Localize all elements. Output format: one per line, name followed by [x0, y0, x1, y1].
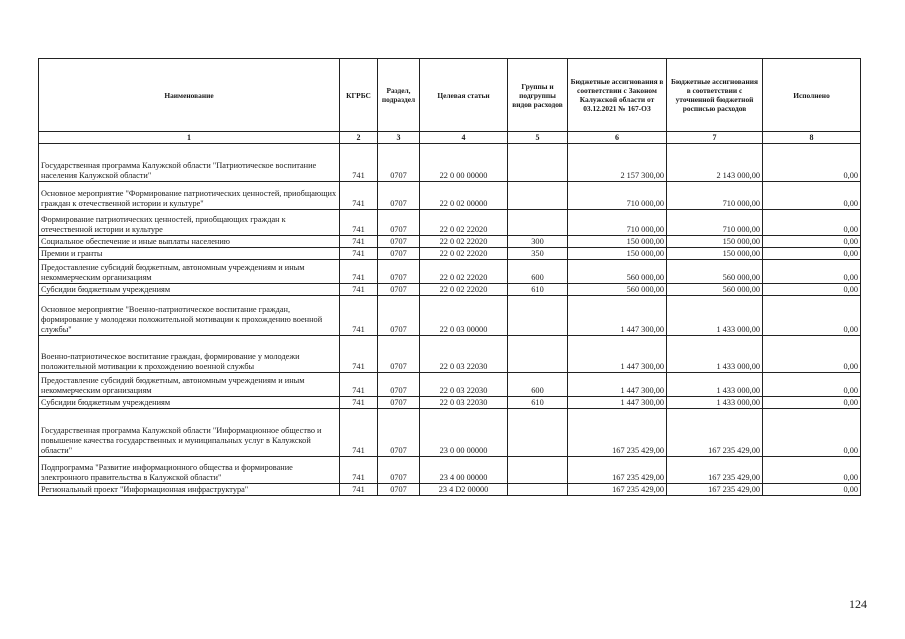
cell-alloc-law: 167 235 429,00	[568, 409, 667, 457]
cell-executed: 0,00	[763, 236, 861, 248]
cell-name: Предоставление субсидий бюджетным, автономным учреждениям и иным некоммерческим организациям	[39, 260, 340, 284]
cell-section: 0707	[378, 260, 420, 284]
cell-executed: 0,00	[763, 182, 861, 210]
cell-target: 22 0 02 22020	[420, 284, 508, 296]
cell-executed: 0,00	[763, 484, 861, 496]
cell-alloc-law: 167 235 429,00	[568, 484, 667, 496]
cell-group	[508, 409, 568, 457]
cell-section: 0707	[378, 182, 420, 210]
cell-group: 610	[508, 284, 568, 296]
cell-target: 22 0 02 22020	[420, 236, 508, 248]
cell-alloc-law: 560 000,00	[568, 260, 667, 284]
table-row	[39, 397, 861, 409]
cell-alloc-revised: 150 000,00	[667, 236, 763, 248]
cell-name: Премии и гранты	[39, 248, 340, 260]
cell-section: 0707	[378, 457, 420, 484]
cell-target: 23 4 D2 00000	[420, 484, 508, 496]
cell-target: 22 0 03 00000	[420, 296, 508, 336]
cell-kgrbs: 741	[340, 336, 378, 373]
cell-group	[508, 144, 568, 182]
cell-alloc-revised: 1 433 000,00	[667, 336, 763, 373]
table-body	[39, 144, 861, 496]
cell-name: Государственная программа Калужской области "Патриотическое воспитание населения Калужской области"	[39, 144, 340, 182]
cell-name: Региональный проект "Информационная инфраструктура"	[39, 484, 340, 496]
cell-section: 0707	[378, 336, 420, 373]
cell-executed: 0,00	[763, 397, 861, 409]
cell-group: 300	[508, 236, 568, 248]
cell-group	[508, 484, 568, 496]
cell-kgrbs: 741	[340, 284, 378, 296]
cell-kgrbs: 741	[340, 409, 378, 457]
cell-kgrbs: 741	[340, 248, 378, 260]
cell-section: 0707	[378, 210, 420, 236]
table-row	[39, 296, 861, 336]
cell-alloc-revised: 167 235 429,00	[667, 484, 763, 496]
table-row	[39, 373, 861, 397]
column-number: 7	[667, 132, 763, 144]
cell-target: 22 0 03 22030	[420, 336, 508, 373]
cell-alloc-revised: 560 000,00	[667, 284, 763, 296]
cell-alloc-revised: 150 000,00	[667, 248, 763, 260]
header-name: Наименование	[39, 59, 340, 132]
cell-group	[508, 336, 568, 373]
table-row	[39, 284, 861, 296]
cell-group: 350	[508, 248, 568, 260]
header-kgrbs: КГРБС	[340, 59, 378, 132]
cell-alloc-law: 1 447 300,00	[568, 373, 667, 397]
cell-section: 0707	[378, 373, 420, 397]
header-executed: Исполнено	[763, 59, 861, 132]
cell-executed: 0,00	[763, 248, 861, 260]
cell-name: Основное мероприятие "Формирование патриотических ценностей, приобщающих граждан к отечественной истории и культуре"	[39, 182, 340, 210]
cell-target: 22 0 02 22020	[420, 210, 508, 236]
cell-kgrbs: 741	[340, 182, 378, 210]
cell-group: 610	[508, 397, 568, 409]
cell-alloc-law: 1 447 300,00	[568, 336, 667, 373]
cell-name: Военно-патриотическое воспитание граждан, формирование у молодежи положительной мотивации к прохождению военной службы	[39, 336, 340, 373]
cell-kgrbs: 741	[340, 397, 378, 409]
cell-section: 0707	[378, 284, 420, 296]
table-row	[39, 144, 861, 182]
column-number: 1	[39, 132, 340, 144]
cell-executed: 0,00	[763, 457, 861, 484]
cell-section: 0707	[378, 296, 420, 336]
cell-kgrbs: 741	[340, 484, 378, 496]
table-row	[39, 236, 861, 248]
budget-table	[38, 58, 861, 496]
cell-target: 23 4 00 00000	[420, 457, 508, 484]
cell-kgrbs: 741	[340, 260, 378, 284]
cell-name: Предоставление субсидий бюджетным, автономным учреждениям и иным некоммерческим организациям	[39, 373, 340, 397]
cell-executed: 0,00	[763, 210, 861, 236]
cell-alloc-revised: 1 433 000,00	[667, 373, 763, 397]
table-row	[39, 409, 861, 457]
cell-alloc-law: 150 000,00	[568, 248, 667, 260]
cell-alloc-law: 560 000,00	[568, 284, 667, 296]
cell-kgrbs: 741	[340, 296, 378, 336]
header-section: Раздел, подраздел	[378, 59, 420, 132]
cell-alloc-revised: 1 433 000,00	[667, 397, 763, 409]
cell-target: 23 0 00 00000	[420, 409, 508, 457]
cell-alloc-revised: 560 000,00	[667, 260, 763, 284]
table-row	[39, 182, 861, 210]
header-alloc-law: Бюджетные ассигнования в соответствии с Законом Калужской области от 03.12.2021 № 167-ОЗ	[568, 59, 667, 132]
column-number: 8	[763, 132, 861, 144]
cell-group	[508, 296, 568, 336]
column-number: 6	[568, 132, 667, 144]
page-number: 124	[849, 597, 867, 611]
table-row	[39, 248, 861, 260]
cell-name: Подпрограмма "Развитие информационного общества и формирование электронного правительства в Калужской области"	[39, 457, 340, 484]
cell-alloc-revised: 167 235 429,00	[667, 409, 763, 457]
cell-group: 600	[508, 260, 568, 284]
cell-kgrbs: 741	[340, 373, 378, 397]
cell-alloc-revised: 167 235 429,00	[667, 457, 763, 484]
cell-executed: 0,00	[763, 409, 861, 457]
table-row	[39, 484, 861, 496]
cell-alloc-law: 2 157 300,00	[568, 144, 667, 182]
cell-alloc-revised: 1 433 000,00	[667, 296, 763, 336]
cell-executed: 0,00	[763, 284, 861, 296]
cell-executed: 0,00	[763, 336, 861, 373]
cell-alloc-law: 1 447 300,00	[568, 397, 667, 409]
cell-kgrbs: 741	[340, 236, 378, 248]
cell-target: 22 0 03 22030	[420, 373, 508, 397]
cell-name: Субсидии бюджетным учреждениям	[39, 397, 340, 409]
header-row	[39, 59, 861, 132]
cell-executed: 0,00	[763, 296, 861, 336]
cell-section: 0707	[378, 484, 420, 496]
cell-section: 0707	[378, 409, 420, 457]
cell-alloc-law: 167 235 429,00	[568, 457, 667, 484]
table-row	[39, 260, 861, 284]
cell-kgrbs: 741	[340, 144, 378, 182]
cell-alloc-revised: 710 000,00	[667, 210, 763, 236]
cell-name: Социальное обеспечение и иные выплаты населению	[39, 236, 340, 248]
cell-name: Формирование патриотических ценностей, приобщающих граждан к отечественной истории и культуре	[39, 210, 340, 236]
cell-target: 22 0 03 22030	[420, 397, 508, 409]
cell-target: 22 0 02 22020	[420, 260, 508, 284]
cell-alloc-law: 710 000,00	[568, 210, 667, 236]
cell-executed: 0,00	[763, 260, 861, 284]
table-row	[39, 336, 861, 373]
cell-alloc-law: 1 447 300,00	[568, 296, 667, 336]
column-number-row	[39, 132, 861, 144]
table-row	[39, 210, 861, 236]
cell-alloc-law: 710 000,00	[568, 182, 667, 210]
cell-group	[508, 210, 568, 236]
cell-alloc-revised: 710 000,00	[667, 182, 763, 210]
column-number: 3	[378, 132, 420, 144]
cell-kgrbs: 741	[340, 457, 378, 484]
cell-name: Государственная программа Калужской области "Информационное общество и повышение качества государственных и муниципальных услуг в Калужской области"	[39, 409, 340, 457]
cell-group: 600	[508, 373, 568, 397]
cell-section: 0707	[378, 397, 420, 409]
cell-alloc-law: 150 000,00	[568, 236, 667, 248]
cell-target: 22 0 02 22020	[420, 248, 508, 260]
cell-section: 0707	[378, 236, 420, 248]
table-row	[39, 457, 861, 484]
header-groups: Группы и подгруппы видов расходов	[508, 59, 568, 132]
cell-target: 22 0 02 00000	[420, 182, 508, 210]
cell-name: Субсидии бюджетным учреждениям	[39, 284, 340, 296]
cell-executed: 0,00	[763, 373, 861, 397]
header-target: Целевая статьи	[420, 59, 508, 132]
cell-alloc-revised: 2 143 000,00	[667, 144, 763, 182]
cell-section: 0707	[378, 248, 420, 260]
cell-group	[508, 457, 568, 484]
cell-kgrbs: 741	[340, 210, 378, 236]
cell-name: Основное мероприятие "Военно-патриотическое воспитание граждан, формирование у молодежи положительной мотивации к прохождению военной службы"	[39, 296, 340, 336]
column-number: 4	[420, 132, 508, 144]
cell-executed: 0,00	[763, 144, 861, 182]
cell-section: 0707	[378, 144, 420, 182]
header-alloc-revised: Бюджетные ассигнования в соответствии с уточненной бюджетной росписью расходов	[667, 59, 763, 132]
cell-target: 22 0 00 00000	[420, 144, 508, 182]
column-number: 2	[340, 132, 378, 144]
column-number: 5	[508, 132, 568, 144]
cell-group	[508, 182, 568, 210]
